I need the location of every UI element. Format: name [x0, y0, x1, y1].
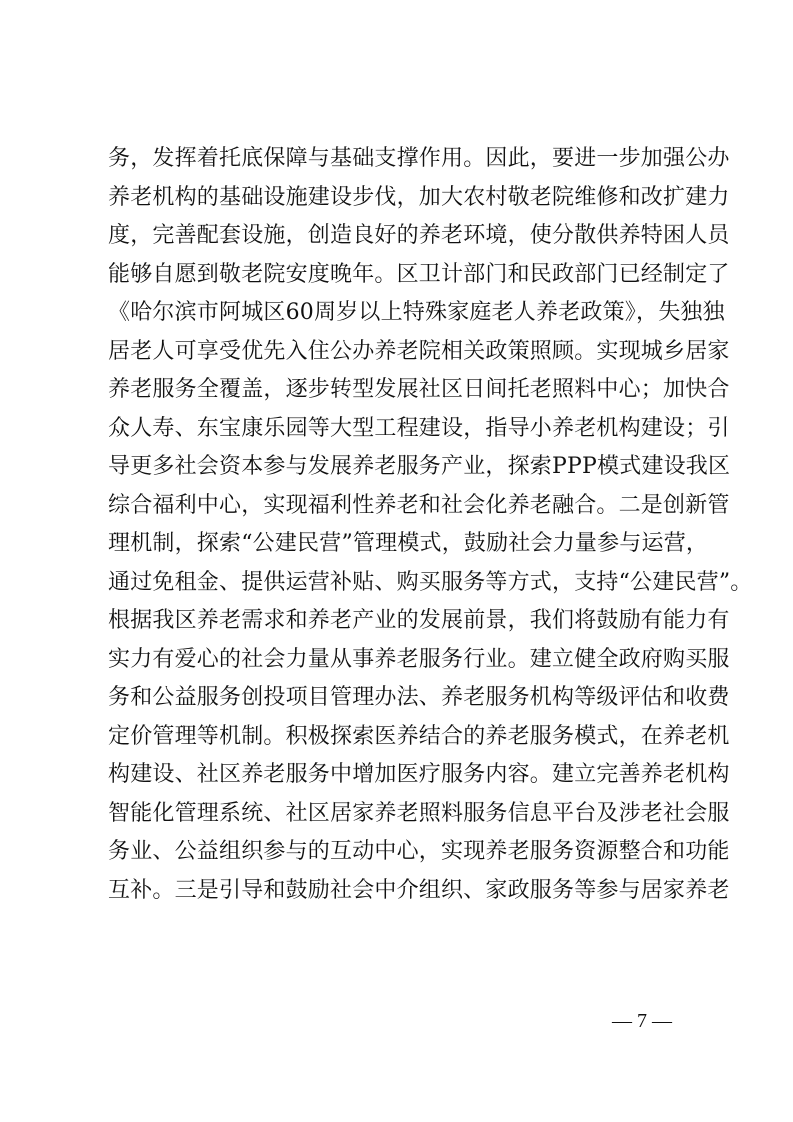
body-text: [108, 140, 753, 910]
text-line: 通过免租金、提供运营补贴、购买服务等方式，支持“公建民营”。: [108, 569, 753, 595]
text-line: 养老机构的基础设施建设步伐，加大农村敬老院维修和改扩建力: [108, 184, 730, 210]
text-line: 互补。三是引导和鼓励社会中介组织、家政服务等参与居家养老: [108, 877, 730, 903]
text-line: 构建设、社区养老服务中增加医疗服务内容。建立完善养老机构: [108, 762, 730, 787]
text-line: 居老人可享受优先入住公办养老院相关政策照顾。实现城乡居家: [108, 338, 730, 364]
text-line: 众人寿、东宝康乐园等大型工程建设，指导小养老机构建设；引: [108, 415, 730, 441]
page-number: — 7 —: [612, 1010, 672, 1032]
text-line: 定价管理等机制。积极探索医养结合的养老服务模式，在养老机: [108, 723, 730, 749]
text-line: 智能化管理系统、社区居家养老照料服务信息平台及涉老社会服: [108, 800, 730, 826]
text-line: 根据我区养老需求和养老产业的发展前景，我们将鼓励有能力有: [108, 608, 730, 633]
text-line: 理机制，探索“公建民营”管理模式，鼓励社会力量参与运营，: [108, 531, 709, 556]
text-line: 实力有爱心的社会力量从事养老服务行业。建立健全政府购买服: [108, 646, 730, 672]
text-line: 务，发挥着托底保障与基础支撑作用。因此，要进一步加强公办: [108, 146, 730, 171]
text-line: 务业、公益组织参与的互动中心，实现养老服务资源整合和功能: [108, 839, 730, 864]
text-line: 《哈尔滨市阿城区60周岁以上特殊家庭老人养老政策》，失独独: [108, 300, 725, 325]
text-line: 能够自愿到敬老院安度晚年。区卫计部门和民政部门已经制定了: [108, 261, 730, 287]
text-line: 养老服务全覆盖，逐步转型发展社区日间托老照料中心；加快合: [108, 377, 730, 402]
text-line: 务和公益服务创投项目管理办法、养老服务机构等级评估和收费: [108, 685, 730, 710]
text-line: 导更多社会资本参与发展养老服务产业，探索PPP模式建设我区: [108, 454, 731, 479]
text-line: 度，完善配套设施，创造良好的养老环境，使分散供养特困人员: [108, 223, 730, 248]
text-line: 综合福利中心，实现福利性养老和社会化养老融合。二是创新管: [108, 492, 730, 518]
